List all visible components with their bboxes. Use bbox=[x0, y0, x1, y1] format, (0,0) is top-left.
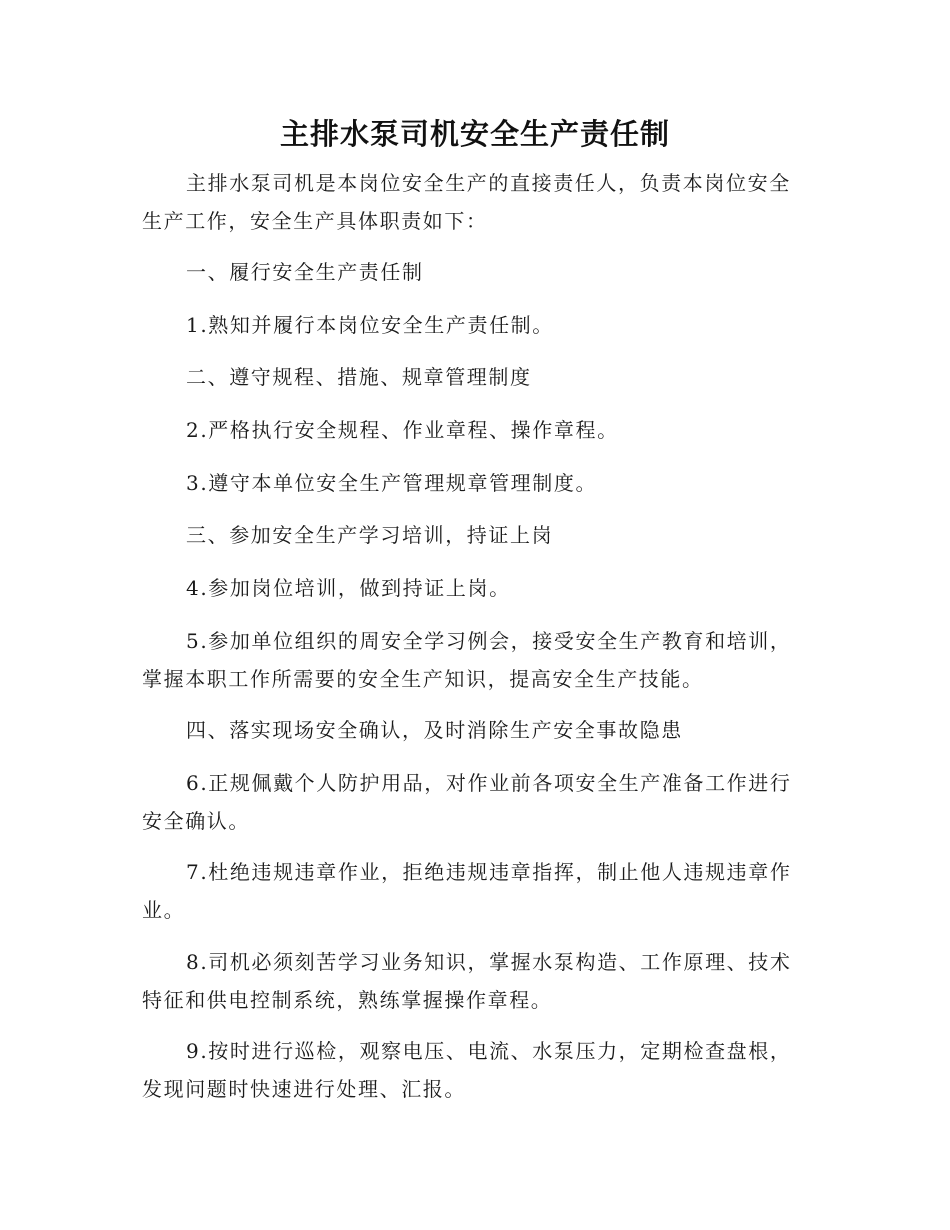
clause-1: 1.熟知并履行本岗位安全生产责任制。 bbox=[186, 313, 554, 337]
section-heading-4: 四、落实现场安全确认，及时消除生产安全事故隐患 bbox=[186, 718, 683, 742]
document-title: 主排水泵司机安全生产责任制 bbox=[279, 117, 670, 151]
clause-7: 7.杜绝违规违章作业，拒绝违规违章指挥，制止他人违规违章作业。 bbox=[142, 860, 792, 922]
clause-9: 9.按时进行巡检，观察电压、电流、水泵压力，定期检查盘根，发现问题时快速进行处理、汇报。 bbox=[142, 1039, 792, 1101]
clause-8: 8.司机必须刻苦学习业务知识，掌握水泵构造、工作原理、技术特征和供电控制系统，熟练掌握操作章程。 bbox=[142, 950, 792, 1012]
section-heading-3: 三、参加安全生产学习培训，持证上岗 bbox=[186, 523, 554, 547]
section-heading-2: 二、遵守规程、措施、规章管理制度 bbox=[186, 365, 532, 389]
clause-6: 6.正规佩戴个人防护用品，对作业前各项安全生产准备工作进行安全确认。 bbox=[142, 771, 792, 833]
clause-5: 5.参加单位组织的周安全学习例会，接受安全生产教育和培训，掌握本职工作所需要的安全生产知识，提高安全生产技能。 bbox=[142, 629, 792, 691]
section-heading-1: 一、履行安全生产责任制 bbox=[186, 260, 424, 284]
intro-paragraph: 主排水泵司机是本岗位安全生产的直接责任人，负责本岗位安全生产工作，安全生产具体职责如下： bbox=[142, 171, 791, 233]
clause-2: 2.严格执行安全规程、作业章程、操作章程。 bbox=[186, 418, 619, 442]
clause-3: 3.遵守本单位安全生产管理规章管理制度。 bbox=[186, 471, 598, 495]
clause-4: 4.参加岗位培训，做到持证上岗。 bbox=[186, 576, 511, 600]
